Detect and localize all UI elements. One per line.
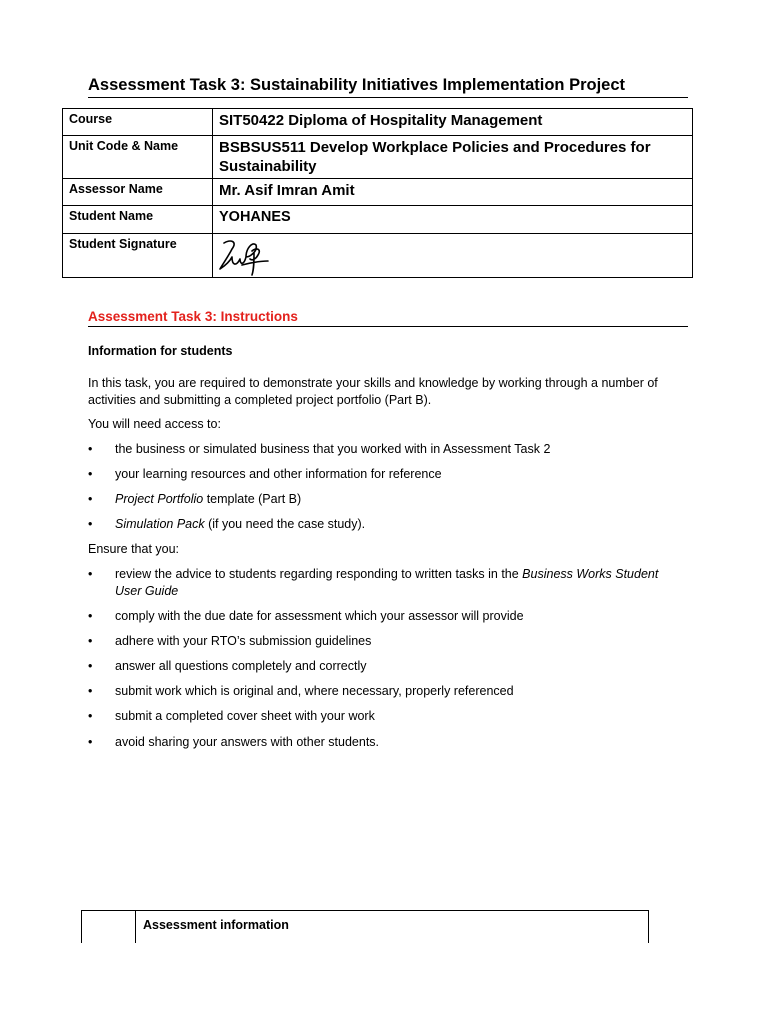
intro-paragraph: In this task, you are required to demonstrate your skills and knowledge by working through a number of activities and submitting a completed project portfolio (Part B). xyxy=(88,376,658,407)
assessment-info-label: Assessment information xyxy=(143,918,289,932)
bullet-icon: • xyxy=(88,492,93,506)
bullet-icon: • xyxy=(88,684,93,698)
bullet-icon: • xyxy=(88,567,93,581)
italic-title: Simulation Pack xyxy=(115,517,205,531)
ensure-label: Ensure that you: xyxy=(88,542,180,556)
bullet-icon: • xyxy=(88,634,93,648)
list-item-rest: template (Part B) xyxy=(203,492,302,506)
signature-cell xyxy=(213,234,693,278)
course-label: Course xyxy=(63,109,213,136)
list-item-rest: review the advice to students regarding responding to written tasks in the xyxy=(115,567,523,581)
list-item-text: answer all questions completely and correctly xyxy=(115,659,367,673)
signature-image xyxy=(216,235,276,277)
list-item-text: avoid sharing your answers with other students. xyxy=(115,735,380,749)
italic-title: Business Works Student User Guide xyxy=(115,567,659,598)
bullet-icon: • xyxy=(88,442,93,456)
course-value: SIT50422 Diploma of Hospitality Management xyxy=(213,109,693,136)
list-item-rest: (if you need the case study). xyxy=(204,517,366,531)
page-title: Assessment Task 3: Sustainability Initiatives Implementation Project xyxy=(88,75,688,98)
bullet-icon: • xyxy=(88,467,93,481)
table-row xyxy=(63,179,693,206)
list-item-text: submit a completed cover sheet with your work xyxy=(115,709,375,723)
student-info-table xyxy=(62,108,693,278)
bullet-icon: • xyxy=(88,659,93,673)
assessor-label: Assessor Name xyxy=(63,179,213,206)
access-label: You will need access to: xyxy=(88,417,221,431)
list-item-text: your learning resources and other information for reference xyxy=(115,467,442,481)
unit-value: BSBSUS511 Develop Workplace Policies and Procedures for Sustainability xyxy=(213,136,693,179)
bullet-icon: • xyxy=(88,609,93,623)
list-item-text: submit work which is original and, where necessary, properly referenced xyxy=(115,684,514,698)
table-row xyxy=(63,234,693,278)
list-item-text xyxy=(115,566,688,599)
list-item-text: comply with the due date for assessment which your assessor will provide xyxy=(115,609,524,623)
bullet-icon: • xyxy=(88,735,93,749)
instructions-heading: Assessment Task 3: Instructions xyxy=(88,309,688,327)
student-name-label: Student Name xyxy=(63,206,213,234)
table-row xyxy=(63,136,693,179)
bullet-icon: • xyxy=(88,709,93,723)
bullet-icon: • xyxy=(88,517,93,531)
table-row xyxy=(63,109,693,136)
list-item-text: the business or simulated business that you worked with in Assessment Task 2 xyxy=(115,442,551,456)
student-name-value: YOHANES xyxy=(213,206,693,234)
information-subheading: Information for students xyxy=(88,344,233,358)
assessor-value: Mr. Asif Imran Amit xyxy=(213,179,693,206)
list-item-text xyxy=(115,516,688,533)
list-item-text xyxy=(115,491,688,508)
assessment-info-table xyxy=(81,910,649,943)
italic-title: Project Portfolio xyxy=(115,492,204,506)
assessment-info-cell xyxy=(82,911,136,943)
list-item-text: adhere with your RTO’s submission guidelines xyxy=(115,634,372,648)
unit-label: Unit Code & Name xyxy=(63,136,213,179)
signature-label: Student Signature xyxy=(63,234,213,278)
table-row xyxy=(63,206,693,234)
